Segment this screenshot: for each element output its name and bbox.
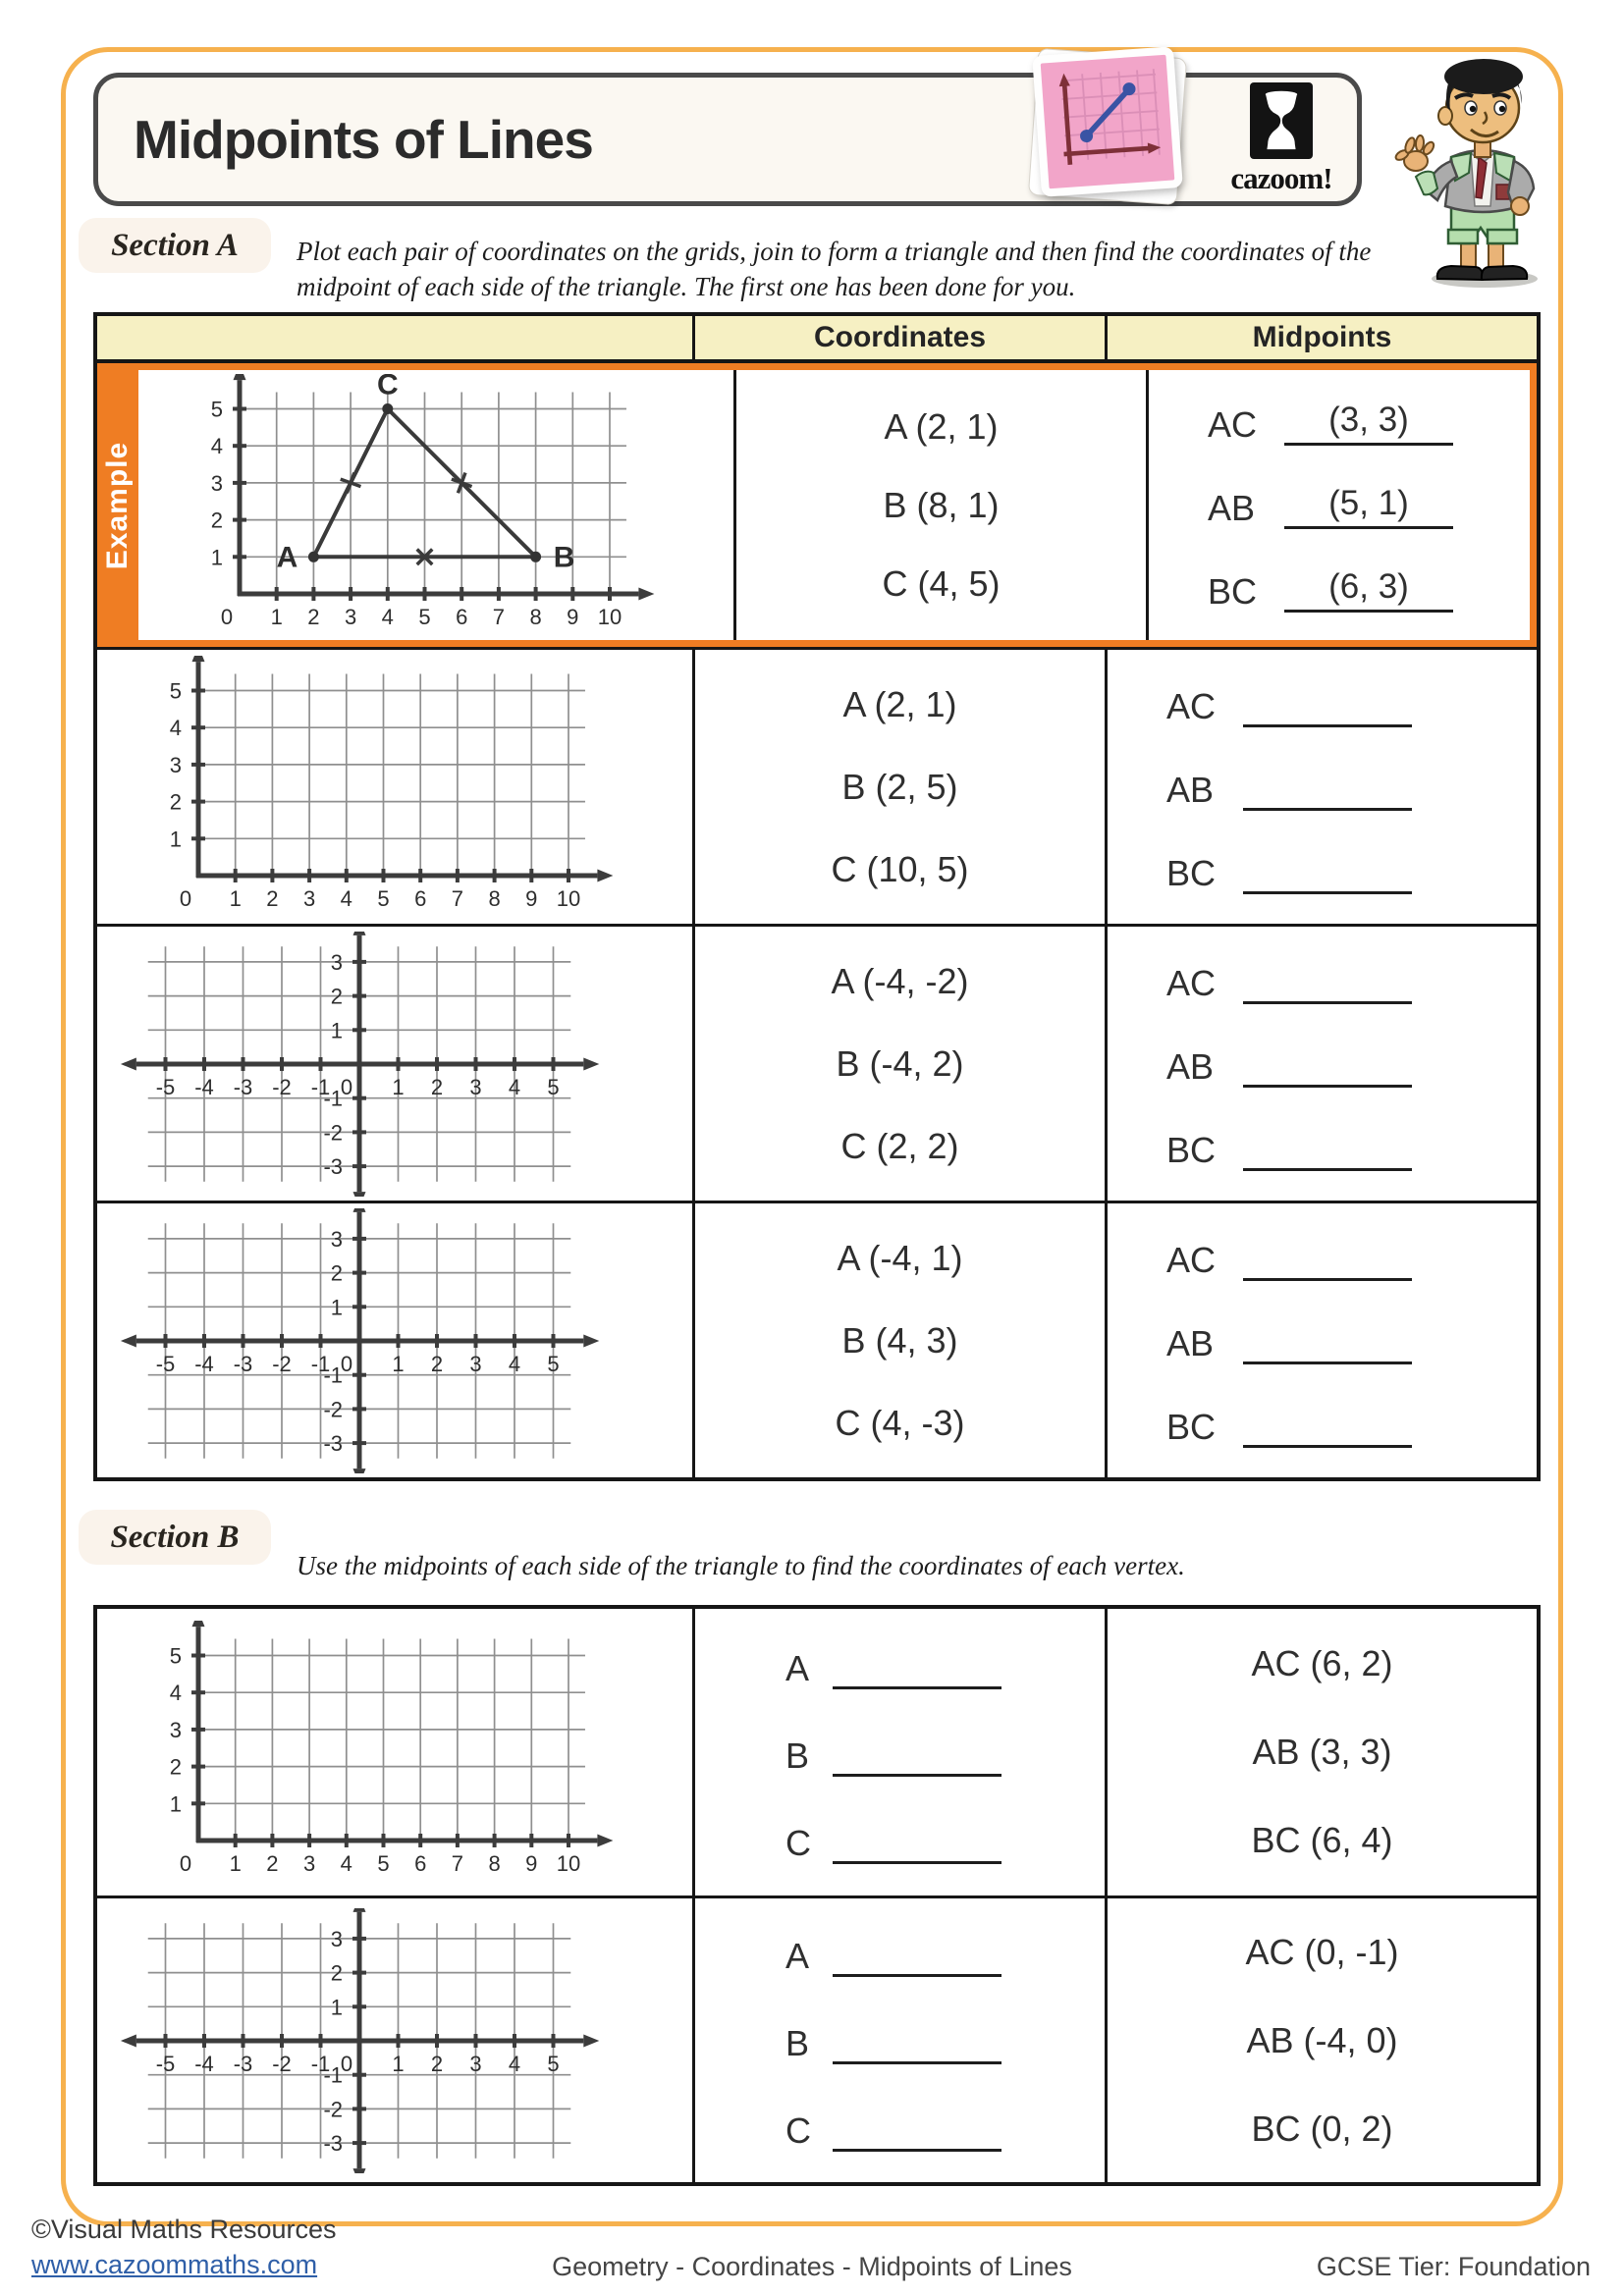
answer-text: (5, 1): [1328, 484, 1409, 522]
answer-line: [1284, 481, 1453, 529]
answer-line: [833, 1929, 1001, 1977]
page-title: Midpoints of Lines: [134, 109, 593, 170]
vertex-item: [785, 2016, 1105, 2064]
coordinate-a: A (-4, -2): [831, 960, 969, 1001]
midpoints-cell: [1105, 927, 1537, 1201]
answer-line: [833, 1729, 1001, 1777]
vertex-item: [785, 1816, 1105, 1864]
svg-text:3: 3: [469, 2051, 482, 2076]
svg-text:-2: -2: [323, 1119, 343, 1145]
grid-cell: [97, 1203, 692, 1477]
midpoint-item: [1166, 763, 1537, 811]
svg-text:5: 5: [418, 604, 431, 629]
vertex-item: [785, 1729, 1105, 1777]
vertex-label: B: [785, 1735, 810, 1776]
svg-text:2: 2: [169, 789, 182, 815]
graph-sticker-icon: [1032, 46, 1183, 197]
svg-text:5: 5: [547, 1351, 560, 1376]
vertex-label: A: [785, 1936, 810, 1976]
svg-text:2: 2: [330, 984, 343, 1009]
goblet-icon: [1250, 82, 1313, 159]
coordinate-c: C (4, 5): [882, 562, 1001, 604]
coordinate-b: B (-4, 2): [836, 1042, 964, 1084]
svg-text:2: 2: [430, 2051, 444, 2076]
svg-text:8: 8: [488, 1851, 501, 1876]
svg-text:2: 2: [330, 1260, 343, 1286]
svg-text:-3: -3: [233, 1074, 253, 1099]
vertex-label: C: [785, 1822, 811, 1863]
svg-text:7: 7: [451, 885, 464, 911]
midpoint-label: AB: [1166, 1323, 1215, 1363]
vertex-item: [785, 1641, 1105, 1689]
svg-text:7: 7: [451, 1851, 464, 1876]
midpoint-label: AB: [1208, 488, 1256, 528]
svg-text:1: 1: [392, 1351, 405, 1376]
svg-text:-1: -1: [323, 2062, 343, 2088]
example-coordinate-grid: [151, 374, 721, 637]
svg-text:0: 0: [340, 2051, 353, 2076]
svg-text:5: 5: [169, 678, 182, 703]
answer-line: [1243, 846, 1412, 894]
answer-line: [1243, 1316, 1412, 1364]
svg-text:3: 3: [330, 949, 343, 975]
svg-text:3: 3: [330, 1226, 343, 1252]
svg-text:-5: -5: [155, 1074, 176, 1099]
svg-text:-1: -1: [310, 2051, 331, 2076]
midpoint-item: [1166, 1400, 1537, 1448]
svg-text:-4: -4: [194, 2051, 214, 2076]
svg-text:6: 6: [414, 1851, 427, 1876]
svg-text:3: 3: [210, 470, 223, 496]
svg-text:-3: -3: [323, 1430, 343, 1456]
coordinate-grid: [110, 656, 679, 919]
coordinate-a: A (2, 1): [842, 683, 957, 724]
coordinate-grid: [110, 1908, 679, 2173]
svg-text:8: 8: [488, 885, 501, 911]
midpoint-given: AB (3, 3): [1252, 1732, 1392, 1772]
coordinates-cell: [733, 363, 1146, 647]
svg-text:4: 4: [210, 433, 223, 458]
copyright: ©Visual Maths Resources: [31, 2215, 337, 2244]
svg-text:4: 4: [508, 1351, 521, 1376]
mini-graph-icon: [1049, 63, 1166, 181]
svg-text:1: 1: [229, 885, 242, 911]
svg-text:4: 4: [340, 1851, 352, 1876]
midpoint-item: [1166, 1123, 1537, 1171]
svg-text:4: 4: [340, 885, 352, 911]
svg-text:5: 5: [547, 2051, 560, 2076]
svg-text:0: 0: [220, 604, 234, 629]
svg-text:1: 1: [330, 1994, 343, 2019]
midpoint-label: BC: [1166, 1407, 1217, 1447]
svg-text:5: 5: [547, 1074, 560, 1099]
svg-text:10: 10: [556, 885, 581, 911]
coordinates-cell: [692, 927, 1105, 1201]
svg-text:1: 1: [330, 1017, 343, 1042]
mascot-boy: [1386, 47, 1569, 291]
section-a-label: Section A: [79, 218, 271, 273]
midpoints-header: Midpoints: [1105, 316, 1537, 359]
midpoint-label: AC: [1208, 404, 1258, 445]
vertices-cell: [692, 1609, 1105, 1896]
svg-text:4: 4: [381, 604, 394, 629]
svg-text:-4: -4: [194, 1351, 214, 1376]
coordinate-c: C (2, 2): [840, 1125, 959, 1166]
svg-text:6: 6: [456, 604, 468, 629]
svg-text:5: 5: [377, 885, 390, 911]
svg-text:6: 6: [414, 885, 427, 911]
midpoint-label: AC: [1166, 1240, 1217, 1280]
midpoint-given: AC (6, 2): [1251, 1643, 1393, 1683]
svg-text:1: 1: [210, 544, 223, 569]
exercise-row: [97, 647, 1537, 924]
answer-line: [1243, 679, 1412, 727]
coordinate-b: B (8, 1): [883, 484, 1000, 525]
midpoint-label: AC: [1166, 963, 1217, 1003]
coordinate-c: C (4, -3): [835, 1402, 965, 1443]
logo-wordmark: cazoom!: [1230, 161, 1332, 195]
midpoints-cell: [1146, 363, 1537, 647]
svg-text:3: 3: [169, 752, 182, 777]
grid-header-cell: [97, 316, 692, 359]
svg-text:0: 0: [340, 1074, 353, 1099]
svg-text:8: 8: [529, 604, 542, 629]
svg-text:10: 10: [556, 1851, 581, 1876]
grid-cell: [97, 1898, 692, 2182]
midpoint-item: [1166, 1316, 1537, 1364]
coordinate-a: A (2, 1): [884, 405, 999, 447]
grid-cell: [97, 363, 733, 647]
svg-text:-1: -1: [323, 1362, 343, 1388]
svg-text:1: 1: [169, 1791, 182, 1817]
answer-text: (3, 3): [1328, 400, 1409, 439]
exercise-row: [97, 1609, 1537, 1896]
answer-line: [1243, 1233, 1412, 1281]
example-row: [97, 360, 1537, 647]
svg-text:1: 1: [270, 604, 283, 629]
svg-text:1: 1: [330, 1294, 343, 1319]
coordinates-cell: [692, 650, 1105, 924]
midpoint-item: [1208, 398, 1537, 446]
vertex-label: A: [785, 1647, 810, 1688]
svg-text:-3: -3: [233, 1351, 253, 1376]
svg-text:7: 7: [492, 604, 506, 629]
svg-text:5: 5: [169, 1643, 182, 1669]
section-b-label: Section B: [79, 1510, 271, 1565]
svg-text:0: 0: [179, 1851, 192, 1876]
grid-cell: [97, 650, 692, 924]
exercise-row: [97, 1201, 1537, 1477]
svg-text:4: 4: [169, 715, 182, 740]
coordinate-grid: [110, 1621, 679, 1884]
midpoint-item: [1208, 481, 1537, 529]
coordinate-c: C (10, 5): [831, 848, 969, 889]
vertex-label: C: [785, 2110, 811, 2151]
coordinates-header: Coordinates: [692, 316, 1105, 359]
example-tab-label: Example: [101, 441, 134, 569]
svg-text:-3: -3: [233, 2051, 253, 2076]
midpoint-label: BC: [1166, 1130, 1217, 1170]
example-tab: [97, 363, 138, 647]
svg-text:-1: -1: [323, 1086, 343, 1111]
midpoints-cell: [1105, 650, 1537, 924]
coordinate-b: B (2, 5): [841, 766, 958, 807]
answer-line: [833, 1816, 1001, 1864]
svg-text:-1: -1: [310, 1074, 331, 1099]
svg-text:-3: -3: [323, 2130, 343, 2156]
svg-text:-2: -2: [323, 1396, 343, 1421]
grid-cell: [97, 927, 692, 1201]
midpoint-label: BC: [1166, 853, 1217, 893]
vertices-cell: [692, 1898, 1105, 2182]
svg-text:3: 3: [302, 1851, 316, 1876]
section-a-table: [93, 312, 1541, 1481]
svg-text:2: 2: [430, 1074, 444, 1099]
answer-line: [1284, 398, 1453, 446]
coordinate-grid: [110, 1208, 679, 1473]
footer-topic: Geometry - Coordinates - Midpoints of Lines: [552, 2252, 1072, 2281]
midpoint-given: BC (0, 2): [1251, 2108, 1393, 2149]
svg-text:-5: -5: [155, 2051, 176, 2076]
midpoints-cell: [1105, 1203, 1537, 1477]
svg-text:1: 1: [392, 2051, 405, 2076]
cazoom-logo: [1218, 82, 1345, 196]
svg-text:4: 4: [508, 1074, 521, 1099]
svg-text:0: 0: [340, 1351, 353, 1376]
midpoint-given: AB (-4, 0): [1246, 2019, 1398, 2060]
midpoint-label: AB: [1166, 1046, 1215, 1087]
svg-text:5: 5: [210, 397, 223, 421]
midpoint-item: [1166, 846, 1537, 894]
svg-text:9: 9: [525, 1851, 538, 1876]
svg-text:1: 1: [392, 1074, 405, 1099]
vertex-label: B: [785, 2023, 810, 2063]
svg-text:2: 2: [430, 1351, 444, 1376]
svg-text:2: 2: [307, 604, 320, 629]
svg-text:-2: -2: [323, 2096, 343, 2121]
coordinate-b: B (4, 3): [841, 1319, 958, 1361]
svg-text:-3: -3: [323, 1153, 343, 1179]
svg-text:0: 0: [179, 885, 192, 911]
answer-line: [1243, 1123, 1412, 1171]
answer-line: [1284, 564, 1453, 613]
midpoints-cell: [1105, 1898, 1537, 2182]
midpoint-item: [1166, 679, 1537, 727]
svg-text:10: 10: [597, 604, 623, 629]
website-link[interactable]: www.cazoommaths.com: [31, 2250, 318, 2279]
svg-text:-5: -5: [155, 1351, 176, 1376]
svg-text:2: 2: [330, 1960, 343, 1986]
svg-text:3: 3: [344, 604, 357, 629]
answer-line: [1243, 1040, 1412, 1088]
exercise-row: [97, 924, 1537, 1201]
midpoint-item: [1166, 1233, 1537, 1281]
midpoint-item: [1166, 1040, 1537, 1088]
svg-text:5: 5: [377, 1851, 390, 1876]
midpoint-item: [1208, 564, 1537, 613]
vertex-item: [785, 2104, 1105, 2152]
svg-text:3: 3: [330, 1926, 343, 1951]
svg-text:2: 2: [266, 1851, 279, 1876]
svg-text:-1: -1: [310, 1351, 331, 1376]
svg-text:1: 1: [229, 1851, 242, 1876]
table-header-row: [97, 316, 1537, 360]
svg-text:4: 4: [169, 1681, 182, 1706]
svg-text:9: 9: [567, 604, 579, 629]
svg-text:9: 9: [525, 885, 538, 911]
svg-text:C: C: [376, 373, 399, 400]
midpoints-cell: [1105, 1609, 1537, 1896]
midpoint-label: AB: [1166, 770, 1215, 810]
svg-text:4: 4: [508, 2051, 521, 2076]
answer-line: [833, 2104, 1001, 2152]
svg-text:2: 2: [266, 885, 279, 911]
answer-line: [833, 1641, 1001, 1689]
svg-text:3: 3: [469, 1351, 482, 1376]
grid-cell: [97, 1609, 692, 1896]
svg-text:2: 2: [169, 1754, 182, 1780]
midpoint-given: BC (6, 4): [1251, 1820, 1393, 1860]
exercise-row: [97, 1896, 1537, 2182]
footer-tier: GCSE Tier: Foundation: [1316, 2252, 1591, 2281]
svg-text:1: 1: [169, 826, 182, 851]
svg-text:-4: -4: [194, 1074, 214, 1099]
svg-text:-2: -2: [272, 2051, 292, 2076]
coordinate-grid: [110, 932, 679, 1197]
midpoint-label: AC: [1166, 686, 1217, 726]
midpoint-item: [1166, 956, 1537, 1004]
vertex-item: [785, 1929, 1105, 1977]
midpoint-given: AC (0, -1): [1245, 1931, 1399, 1972]
svg-text:3: 3: [169, 1717, 182, 1742]
coordinate-a: A (-4, 1): [837, 1237, 963, 1278]
answer-text: (6, 3): [1328, 567, 1409, 606]
svg-text:B: B: [553, 540, 575, 573]
answer-line: [833, 2016, 1001, 2064]
answer-line: [1243, 956, 1412, 1004]
section-b-instructions: Use the midpoints of each side of the triangle to find the coordinates of each vertex.: [297, 1551, 1185, 1580]
svg-text:-2: -2: [272, 1351, 292, 1376]
midpoint-label: BC: [1208, 571, 1258, 612]
svg-text:A: A: [276, 540, 298, 573]
section-a-instructions: Plot each pair of coordinates on the grids, join to form a triangle and then find the coordinates of the midpoint of each side of the triangle. The first one has been done for you.: [297, 237, 1372, 301]
svg-text:2: 2: [210, 507, 223, 533]
svg-text:3: 3: [469, 1074, 482, 1099]
svg-text:3: 3: [302, 885, 316, 911]
coordinates-cell: [692, 1203, 1105, 1477]
svg-text:-2: -2: [272, 1074, 292, 1099]
section-b-table: [93, 1605, 1541, 2186]
answer-line: [1243, 763, 1412, 811]
answer-line: [1243, 1400, 1412, 1448]
